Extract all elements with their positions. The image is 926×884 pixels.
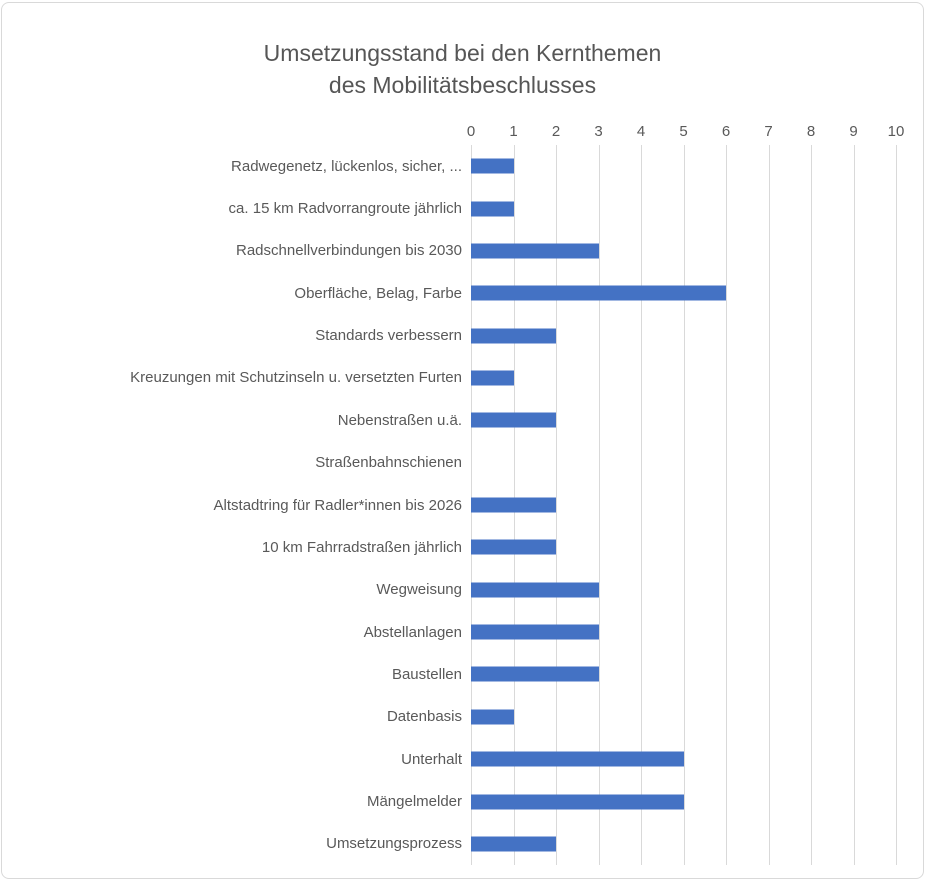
gridline	[896, 145, 897, 865]
plot-area	[2, 145, 896, 865]
chart-card	[1, 2, 924, 879]
bar	[471, 370, 514, 385]
category-label: Abstellanlagen	[363, 623, 462, 641]
bar-row	[2, 780, 896, 822]
bar-track	[471, 357, 896, 399]
bar-row	[2, 696, 896, 738]
bar-track	[471, 399, 896, 441]
bar-row	[2, 823, 896, 865]
bar-row	[2, 187, 896, 229]
bar-row	[2, 526, 896, 568]
bar	[471, 201, 514, 216]
category-label: Wegweisung	[376, 581, 462, 599]
bar	[471, 243, 599, 258]
x-axis-tick-label: 6	[721, 123, 731, 140]
bar-chart	[2, 111, 905, 865]
bar-track	[471, 145, 896, 187]
x-axis-tick-label: 10	[887, 123, 905, 140]
rows	[2, 145, 896, 865]
bar-row	[2, 399, 896, 441]
bar-track	[471, 738, 896, 780]
x-axis-tick-label: 3	[594, 123, 603, 140]
bar-track	[471, 696, 896, 738]
bar-row	[2, 653, 896, 695]
category-label: Datenbasis	[386, 708, 462, 726]
bar	[471, 582, 599, 597]
chart-title-line1: Umsetzungsstand bei den Kernthemen	[263, 40, 662, 66]
category-label: Altstadtring für Radler*innen bis 2026	[213, 496, 462, 514]
x-axis-tick-label: 2	[551, 123, 561, 140]
bar-row	[2, 442, 896, 484]
x-axis-tick-label: 4	[636, 123, 646, 140]
x-axis	[466, 111, 905, 145]
x-axis-tick-label: 7	[764, 123, 773, 140]
category-label: Mängelmelder	[366, 793, 462, 811]
bar-row	[2, 357, 896, 399]
bar-row	[2, 611, 896, 653]
bar-track	[471, 569, 896, 611]
x-axis-tick-label: 0	[466, 123, 476, 140]
bar-row	[2, 569, 896, 611]
category-label: 10 km Fahrradstraßen jährlich	[261, 538, 462, 556]
bar-track	[471, 780, 896, 822]
bar-track	[471, 314, 896, 356]
bar	[471, 540, 556, 555]
bar-track	[471, 653, 896, 695]
bar-row	[2, 145, 896, 187]
bar-track	[471, 272, 896, 314]
bar-row	[2, 272, 896, 314]
bar	[471, 709, 514, 724]
bar	[471, 286, 726, 301]
bar	[471, 625, 599, 640]
category-label: Oberfläche, Belag, Farbe	[294, 284, 462, 302]
category-label: Unterhalt	[401, 750, 462, 768]
bar-row	[2, 314, 896, 356]
x-axis-tick-label: 8	[806, 123, 816, 140]
category-label: ca. 15 km Radvorrangroute jährlich	[228, 200, 462, 218]
category-label: Umsetzungsprozess	[326, 835, 462, 853]
bar	[471, 752, 684, 767]
bar	[471, 794, 684, 809]
bar-track	[471, 484, 896, 526]
bar	[471, 328, 556, 343]
bar-track	[471, 230, 896, 272]
bar	[471, 498, 556, 513]
chart-title-line2: des Mobilitätsbeschlusses	[328, 72, 597, 98]
bar	[471, 667, 599, 682]
bar-row	[2, 230, 896, 272]
category-label: Baustellen	[391, 665, 462, 683]
x-axis-tick-label: 9	[849, 123, 858, 140]
bar-track	[471, 611, 896, 653]
bar-row	[2, 738, 896, 780]
category-label: Radschnellverbindungen bis 2030	[236, 242, 462, 260]
category-label: Nebenstraßen u.ä.	[337, 411, 462, 429]
bar	[471, 413, 556, 428]
x-axis-tick-label: 1	[509, 123, 518, 140]
category-label: Straßenbahnschienen	[315, 454, 462, 472]
chart-title	[2, 37, 923, 101]
category-label: Standards verbessern	[315, 327, 462, 345]
bar-track	[471, 823, 896, 865]
x-axis-tick-label: 5	[679, 123, 688, 140]
category-label: Radwegenetz, lückenlos, sicher, ...	[231, 157, 462, 175]
bar-track	[471, 187, 896, 229]
bar-row	[2, 484, 896, 526]
bar-track	[471, 442, 896, 484]
bar	[471, 836, 556, 851]
bar	[471, 159, 514, 174]
bar-track	[471, 526, 896, 568]
category-label: Kreuzungen mit Schutzinseln u. versetzten Furten	[130, 369, 462, 387]
